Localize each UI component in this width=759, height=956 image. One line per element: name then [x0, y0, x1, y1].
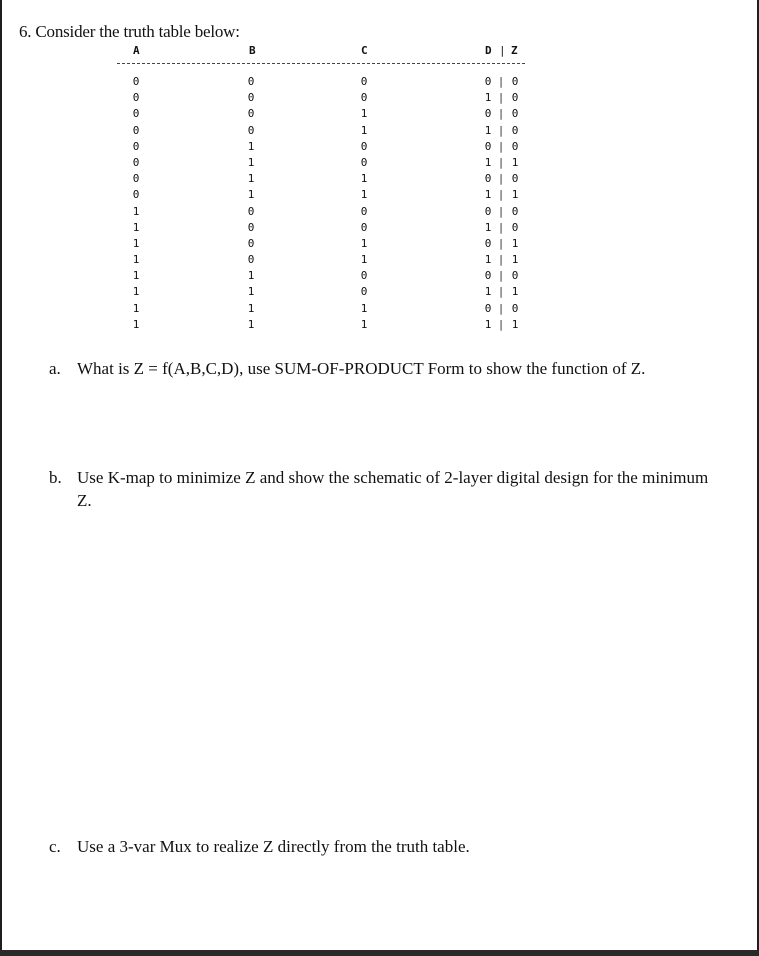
table-cell: 1 [247, 155, 255, 169]
table-cell: 1 [484, 253, 492, 267]
table-cell: 0 [132, 91, 140, 105]
table-cell: 0 [132, 107, 140, 121]
table-cell: 1 [247, 317, 255, 331]
table-cell: 1 [484, 188, 492, 202]
header-divider [117, 63, 525, 64]
header-b: B [249, 44, 256, 57]
table-cell: 0 [360, 91, 368, 105]
table-cell: 1 [132, 204, 140, 218]
table-cell: 0 [511, 123, 519, 137]
table-cell: 0 [360, 285, 368, 299]
table-cell: 1 [247, 172, 255, 186]
row-separator: | [497, 75, 505, 88]
table-cell: 1 [132, 269, 140, 283]
column-c [357, 74, 371, 333]
row-separator: | [497, 253, 505, 267]
table-cell: 0 [247, 236, 255, 250]
table-cell: 0 [511, 139, 519, 153]
table-cell: 0 [360, 204, 368, 218]
table-cell: 0 [132, 155, 140, 169]
question-title: 6. Consider the truth table below: [19, 22, 240, 41]
table-cell: 0 [247, 107, 255, 121]
table-cell: 0 [360, 269, 368, 283]
table-cell: 0 [511, 269, 519, 283]
table-cell: 1 [511, 253, 519, 267]
table-cell: 1 [247, 269, 255, 283]
table-cell: 0 [484, 301, 492, 315]
table-cell: 1 [484, 220, 492, 234]
table-cell: 0 [484, 269, 492, 283]
table-cell: 1 [360, 172, 368, 186]
table-cell: 1 [360, 107, 368, 121]
table-cell: 1 [360, 123, 368, 137]
row-separator: | [497, 172, 505, 186]
table-cell: 1 [132, 285, 140, 299]
table-cell: 0 [484, 172, 492, 186]
table-cell: 0 [132, 139, 140, 153]
table-cell: 1 [484, 91, 492, 105]
row-separator: | [497, 317, 505, 331]
table-cell: 1 [511, 155, 519, 169]
table-cell: 1 [511, 188, 519, 202]
row-separator: | [497, 236, 505, 250]
table-cell: 0 [360, 139, 368, 153]
table-cell: 1 [132, 236, 140, 250]
table-cell: 0 [511, 204, 519, 218]
table-cell: 0 [247, 220, 255, 234]
table-cell: 0 [247, 91, 255, 105]
row-separator: | [497, 91, 505, 105]
table-cell: 1 [484, 317, 492, 331]
header-z: Z [511, 44, 518, 57]
column-a [129, 74, 143, 333]
row-separator: | [497, 285, 505, 299]
table-cell: 1 [360, 188, 368, 202]
table-cell: 1 [484, 123, 492, 137]
table-cell: 1 [132, 220, 140, 234]
table-cell: 1 [484, 155, 492, 169]
table-cell: 1 [247, 301, 255, 315]
table-cell: 1 [360, 236, 368, 250]
table-cell: 0 [132, 188, 140, 202]
table-cell: 0 [511, 107, 519, 121]
header-c: C [361, 44, 368, 57]
table-cell: 1 [247, 188, 255, 202]
table-cell: 1 [360, 253, 368, 267]
table-cell: 0 [132, 123, 140, 137]
row-separator: | [497, 123, 505, 137]
table-cell: 1 [247, 285, 255, 299]
table-cell: 0 [511, 172, 519, 186]
table-cell: 0 [247, 204, 255, 218]
table-cell: 0 [511, 75, 519, 88]
part-a-text: What is Z = f(A,B,C,D), use SUM-OF-PRODUCT Form to show the function of Z. [77, 359, 646, 378]
row-separator: | [497, 188, 505, 202]
table-cell: 0 [511, 301, 519, 315]
table-cell: 0 [484, 107, 492, 121]
window-bottom-edge [0, 950, 759, 956]
table-cell: 0 [511, 91, 519, 105]
table-cell: 0 [484, 139, 492, 153]
row-separator: | [497, 139, 505, 153]
table-cell: 0 [132, 75, 140, 88]
table-cell: 0 [247, 75, 255, 88]
table-cell: 1 [132, 317, 140, 331]
part-a-label: a. [49, 359, 61, 378]
document-page [2, 0, 757, 950]
table-cell: 0 [360, 155, 368, 169]
part-c-label: c. [49, 837, 61, 856]
table-cell: 1 [511, 236, 519, 250]
row-separator: | [497, 107, 505, 121]
row-separator: | [497, 220, 505, 234]
header-d: D [485, 44, 492, 57]
row-separator: | [497, 204, 505, 218]
column-b [244, 74, 258, 333]
table-cell: 0 [132, 172, 140, 186]
table-cell: 0 [484, 204, 492, 218]
table-cell: 0 [247, 253, 255, 267]
table-cell: 0 [511, 220, 519, 234]
header-separator: | [499, 44, 506, 57]
table-cell: 1 [360, 301, 368, 315]
column-d [481, 74, 495, 333]
column-separator [496, 74, 506, 333]
table-cell: 1 [511, 285, 519, 299]
table-cell: 0 [247, 123, 255, 137]
part-b-label: b. [49, 468, 62, 487]
header-a: A [133, 44, 140, 57]
table-cell: 0 [484, 75, 492, 88]
table-cell: 1 [132, 301, 140, 315]
column-z [508, 74, 522, 333]
row-separator: | [497, 301, 505, 315]
table-cell: 1 [360, 317, 368, 331]
table-cell: 0 [360, 220, 368, 234]
table-cell: 1 [484, 285, 492, 299]
row-separator: | [497, 269, 505, 283]
table-cell: 1 [247, 139, 255, 153]
row-separator: | [497, 155, 505, 169]
table-cell: 0 [484, 236, 492, 250]
table-cell: 0 [360, 75, 368, 88]
part-b-text: Use K-map to minimize Z and show the schematic of 2-layer digital design for the minimum Z. [77, 468, 709, 510]
part-c-text: Use a 3-var Mux to realize Z directly from the truth table. [77, 837, 470, 856]
table-cell: 1 [132, 253, 140, 267]
table-cell: 1 [511, 317, 519, 331]
